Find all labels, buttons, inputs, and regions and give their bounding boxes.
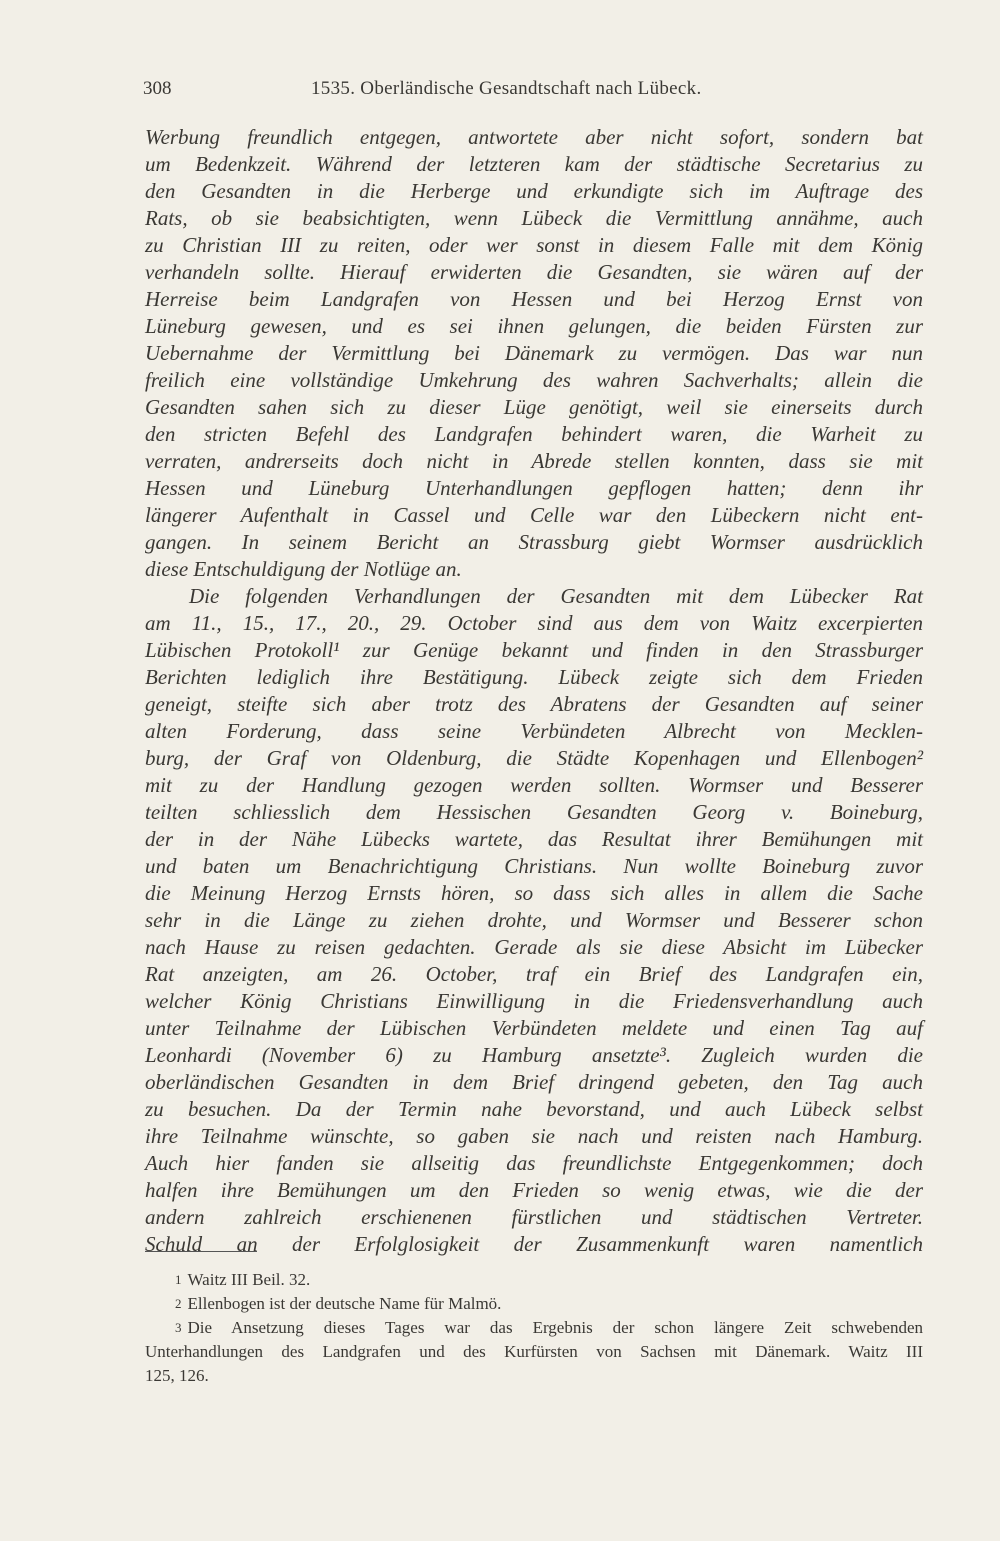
footnote-text: Waitz III Beil. 32. [187, 1270, 311, 1289]
text-line: Leonhardi (November 6) zu Hamburg ansetzte³. Zugleich wurden die [145, 1043, 923, 1067]
text-line: den stricten Befehl des Landgrafen behindert waren, die Warheit zu [145, 422, 923, 446]
footnote-line [145, 1316, 923, 1340]
text-line: Rats, ob sie beabsichtigten, wenn Lübeck die Vermittlung annähme, auch [145, 206, 923, 230]
text-line: Rat anzeigten, am 26. October, traf ein Brief des Landgrafen ein, [145, 962, 923, 986]
text-line: verraten, andrerseits doch nicht in Abrede stellen konnten, dass sie mit [145, 449, 923, 473]
footnote-number: 3 [175, 1320, 182, 1335]
text-line: diese Entschuldigung der Notlüge an. [145, 557, 462, 581]
text-line: Herreise beim Landgrafen von Hessen und bei Herzog Ernst von [145, 287, 923, 311]
text-line: Hessen und Lüneburg Unterhandlungen gepflogen hatten; denn ihr [145, 476, 923, 500]
text-line: Gesandten sahen sich zu dieser Lüge genötigt, weil sie einerseits durch [145, 395, 923, 419]
text-line: mit zu der Handlung gezogen werden sollten. Wormser und Besserer [145, 773, 923, 797]
footnote-number: 2 [175, 1296, 182, 1311]
text-line: am 11., 15., 17., 20., 29. October sind aus dem von Waitz excerpierten [145, 611, 923, 635]
footnote-line: Unterhandlungen des Landgrafen und des Kurfürsten von Sachsen mit Dänemark. Waitz III [145, 1342, 923, 1361]
footnote-1 [145, 1268, 923, 1292]
text-line: oberländischen Gesandten in dem Brief dringend gebeten, den Tag auch [145, 1070, 923, 1094]
text-line: nach Hause zu reisen gedachten. Gerade als sie diese Absicht im Lübecker [145, 935, 923, 959]
running-header [143, 78, 923, 108]
text-line: ihre Teilnahme wünschte, so gaben sie nach und reisten nach Hamburg. [145, 1124, 923, 1148]
footnotes [145, 1268, 923, 1388]
footnote-rule [145, 1251, 257, 1252]
text-line: burg, der Graf von Oldenburg, die Städte Kopenhagen und Ellenbogen² [145, 746, 923, 770]
text-line: andern zahlreich erschienenen fürstlichen und städtischen Vertreter. [145, 1205, 923, 1229]
footnote-line: 125, 126. [145, 1366, 209, 1385]
text-line: zu Christian III zu reiten, oder wer sonst in diesem Falle mit dem König [145, 233, 923, 257]
text-line: zu besuchen. Da der Termin nahe bevorstand, und auch Lübeck selbst [145, 1097, 923, 1121]
text-line: Die folgenden Verhandlungen der Gesandten mit dem Lübecker Rat [189, 584, 923, 608]
text-line: welcher König Christians Einwilligung in die Friedensverhandlung auch [145, 989, 923, 1013]
running-title: 1535. Oberländische Gesandtschaft nach Lübeck. [311, 78, 702, 99]
text-line: Lüneburg gewesen, und es sei ihnen gelungen, die beiden Fürsten zur [145, 314, 923, 338]
text-line: Schuld an der Erfolglosigkeit der Zusammenkunft waren namentlich [145, 1232, 923, 1256]
main-text [145, 124, 923, 1258]
text-line: teilten schliesslich dem Hessischen Gesandten Georg v. Boineburg, [145, 800, 923, 824]
text-line: Berichten lediglich ihre Bestätigung. Lübeck zeigte sich dem Frieden [145, 665, 923, 689]
text-line: Werbung freundlich entgegen, antwortete aber nicht sofort, sondern bat [145, 125, 923, 149]
text-line: Auch hier fanden sie allseitig das freundlichste Entgegenkommen; doch [145, 1151, 923, 1175]
text-line: die Meinung Herzog Ernsts hören, so dass sich alles in allem die Sache [145, 881, 923, 905]
footnote-2 [145, 1292, 923, 1316]
text-line: alten Forderung, dass seine Verbündeten Albrecht von Mecklen- [145, 719, 923, 743]
text-line: halfen ihre Bemühungen um den Frieden so wenig etwas, wie die der [145, 1178, 923, 1202]
text-line: verhandeln sollte. Hierauf erwiderten die Gesandten, sie wären auf der [145, 260, 923, 284]
text-line: gangen. In seinem Bericht an Strassburg giebt Wormser ausdrücklich [145, 530, 923, 554]
text-line: Lübischen Protokoll¹ zur Genüge bekannt und finden in den Strassburger [145, 638, 923, 662]
page-number: 308 [143, 78, 172, 99]
text-line: geneigt, steifte sich aber trotz des Abratens der Gesandten auf seiner [145, 692, 923, 716]
text-line: Uebernahme der Vermittlung bei Dänemark zu vermögen. Das war nun [145, 341, 923, 365]
footnote-text: Ellenbogen ist der deutsche Name für Malmö. [187, 1294, 502, 1313]
text-line: um Bedenkzeit. Während der letzteren kam der städtische Secretarius zu [145, 152, 923, 176]
footnote-number: 1 [175, 1272, 182, 1287]
text-line: der in der Nähe Lübecks wartete, das Resultat ihrer Bemühungen mit [145, 827, 923, 851]
text-line: und baten um Benachrichtigung Christians. Nun wollte Boineburg zuvor [145, 854, 923, 878]
text-line: längerer Aufenthalt in Cassel und Celle war den Lübeckern nicht ent- [145, 503, 923, 527]
text-line: den Gesandten in die Herberge und erkundigte sich im Auftrage des [145, 179, 923, 203]
text-line: sehr in die Länge zu ziehen drohte, und Wormser und Besserer schon [145, 908, 923, 932]
footnote-text: Die Ansetzung dieses Tages war das Ergebnis der schon längere Zeit schwebenden [187, 1318, 923, 1337]
text-line: unter Teilnahme der Lübischen Verbündeten meldete und einen Tag auf [145, 1016, 923, 1040]
text-line: freilich eine vollständige Umkehrung des wahren Sachverhalts; allein die [145, 368, 923, 392]
footnote-3 [145, 1316, 923, 1388]
